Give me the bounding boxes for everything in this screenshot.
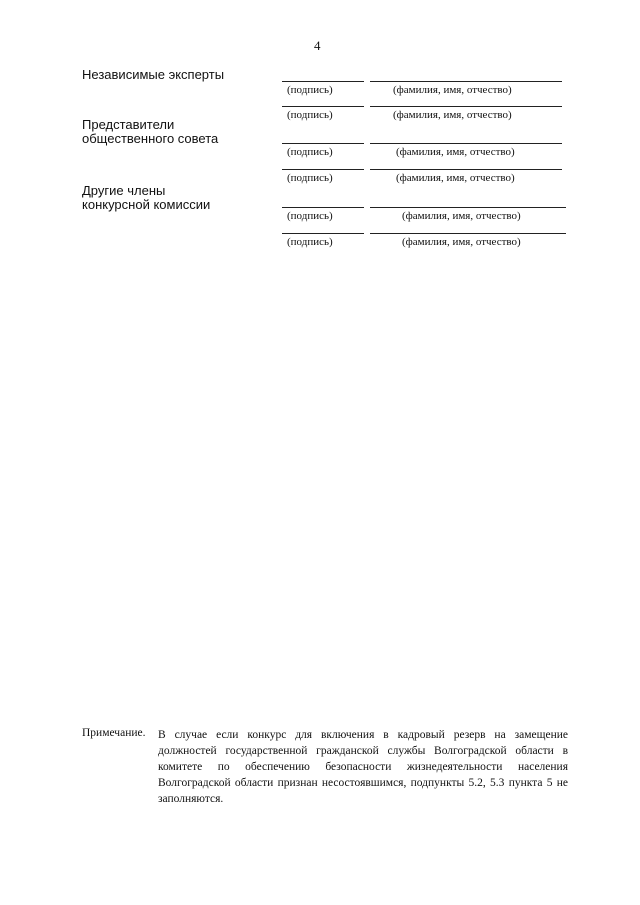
name-line <box>370 106 562 107</box>
signature-line <box>282 106 364 107</box>
group-label-independent-experts <box>82 68 224 82</box>
name-caption: (фамилия, имя, отчество) <box>393 84 512 96</box>
name-caption: (фамилия, имя, отчество) <box>396 172 515 184</box>
name-caption: (фамилия, имя, отчество) <box>402 210 521 222</box>
name-line <box>370 169 562 170</box>
group-label-other-members <box>82 184 210 212</box>
signature-line <box>282 81 364 82</box>
page-number: 4 <box>314 38 321 53</box>
group-label-line: Другие члены <box>82 183 166 198</box>
group-label-line: общественного совета <box>82 131 219 146</box>
name-caption: (фамилия, имя, отчество) <box>396 146 515 158</box>
group-label-public-council <box>82 118 218 146</box>
group-label-line: конкурсной комиссии <box>82 197 211 212</box>
name-line <box>370 207 566 208</box>
note-label: Примечание. <box>82 727 146 739</box>
signature-line <box>282 169 364 170</box>
signature-caption: (подпись) <box>287 172 333 184</box>
signature-caption: (подпись) <box>287 146 333 158</box>
signature-line <box>282 143 364 144</box>
group-label-line: Представители <box>82 117 175 132</box>
note-text: В случае если конкурс для включения в кадровый резерв на замещение должностей государственной гражданской службы Волгоградской области в комитете по обеспечению безопасности жизнедеятельности населения Волгоградской области признан несостоявшимся, подпункты 5.2, 5.3 пункта 5 не заполняются. <box>158 729 568 805</box>
signature-line <box>282 207 364 208</box>
name-caption: (фамилия, имя, отчество) <box>402 236 521 248</box>
name-caption: (фамилия, имя, отчество) <box>393 109 512 121</box>
name-line <box>370 81 562 82</box>
signature-caption: (подпись) <box>287 84 333 96</box>
group-label-line: Независимые эксперты <box>82 67 225 82</box>
signature-caption: (подпись) <box>287 236 333 248</box>
name-line <box>370 143 562 144</box>
name-line <box>370 233 566 234</box>
signature-caption: (подпись) <box>287 210 333 222</box>
signature-line <box>282 233 364 234</box>
signature-caption: (подпись) <box>287 109 333 121</box>
